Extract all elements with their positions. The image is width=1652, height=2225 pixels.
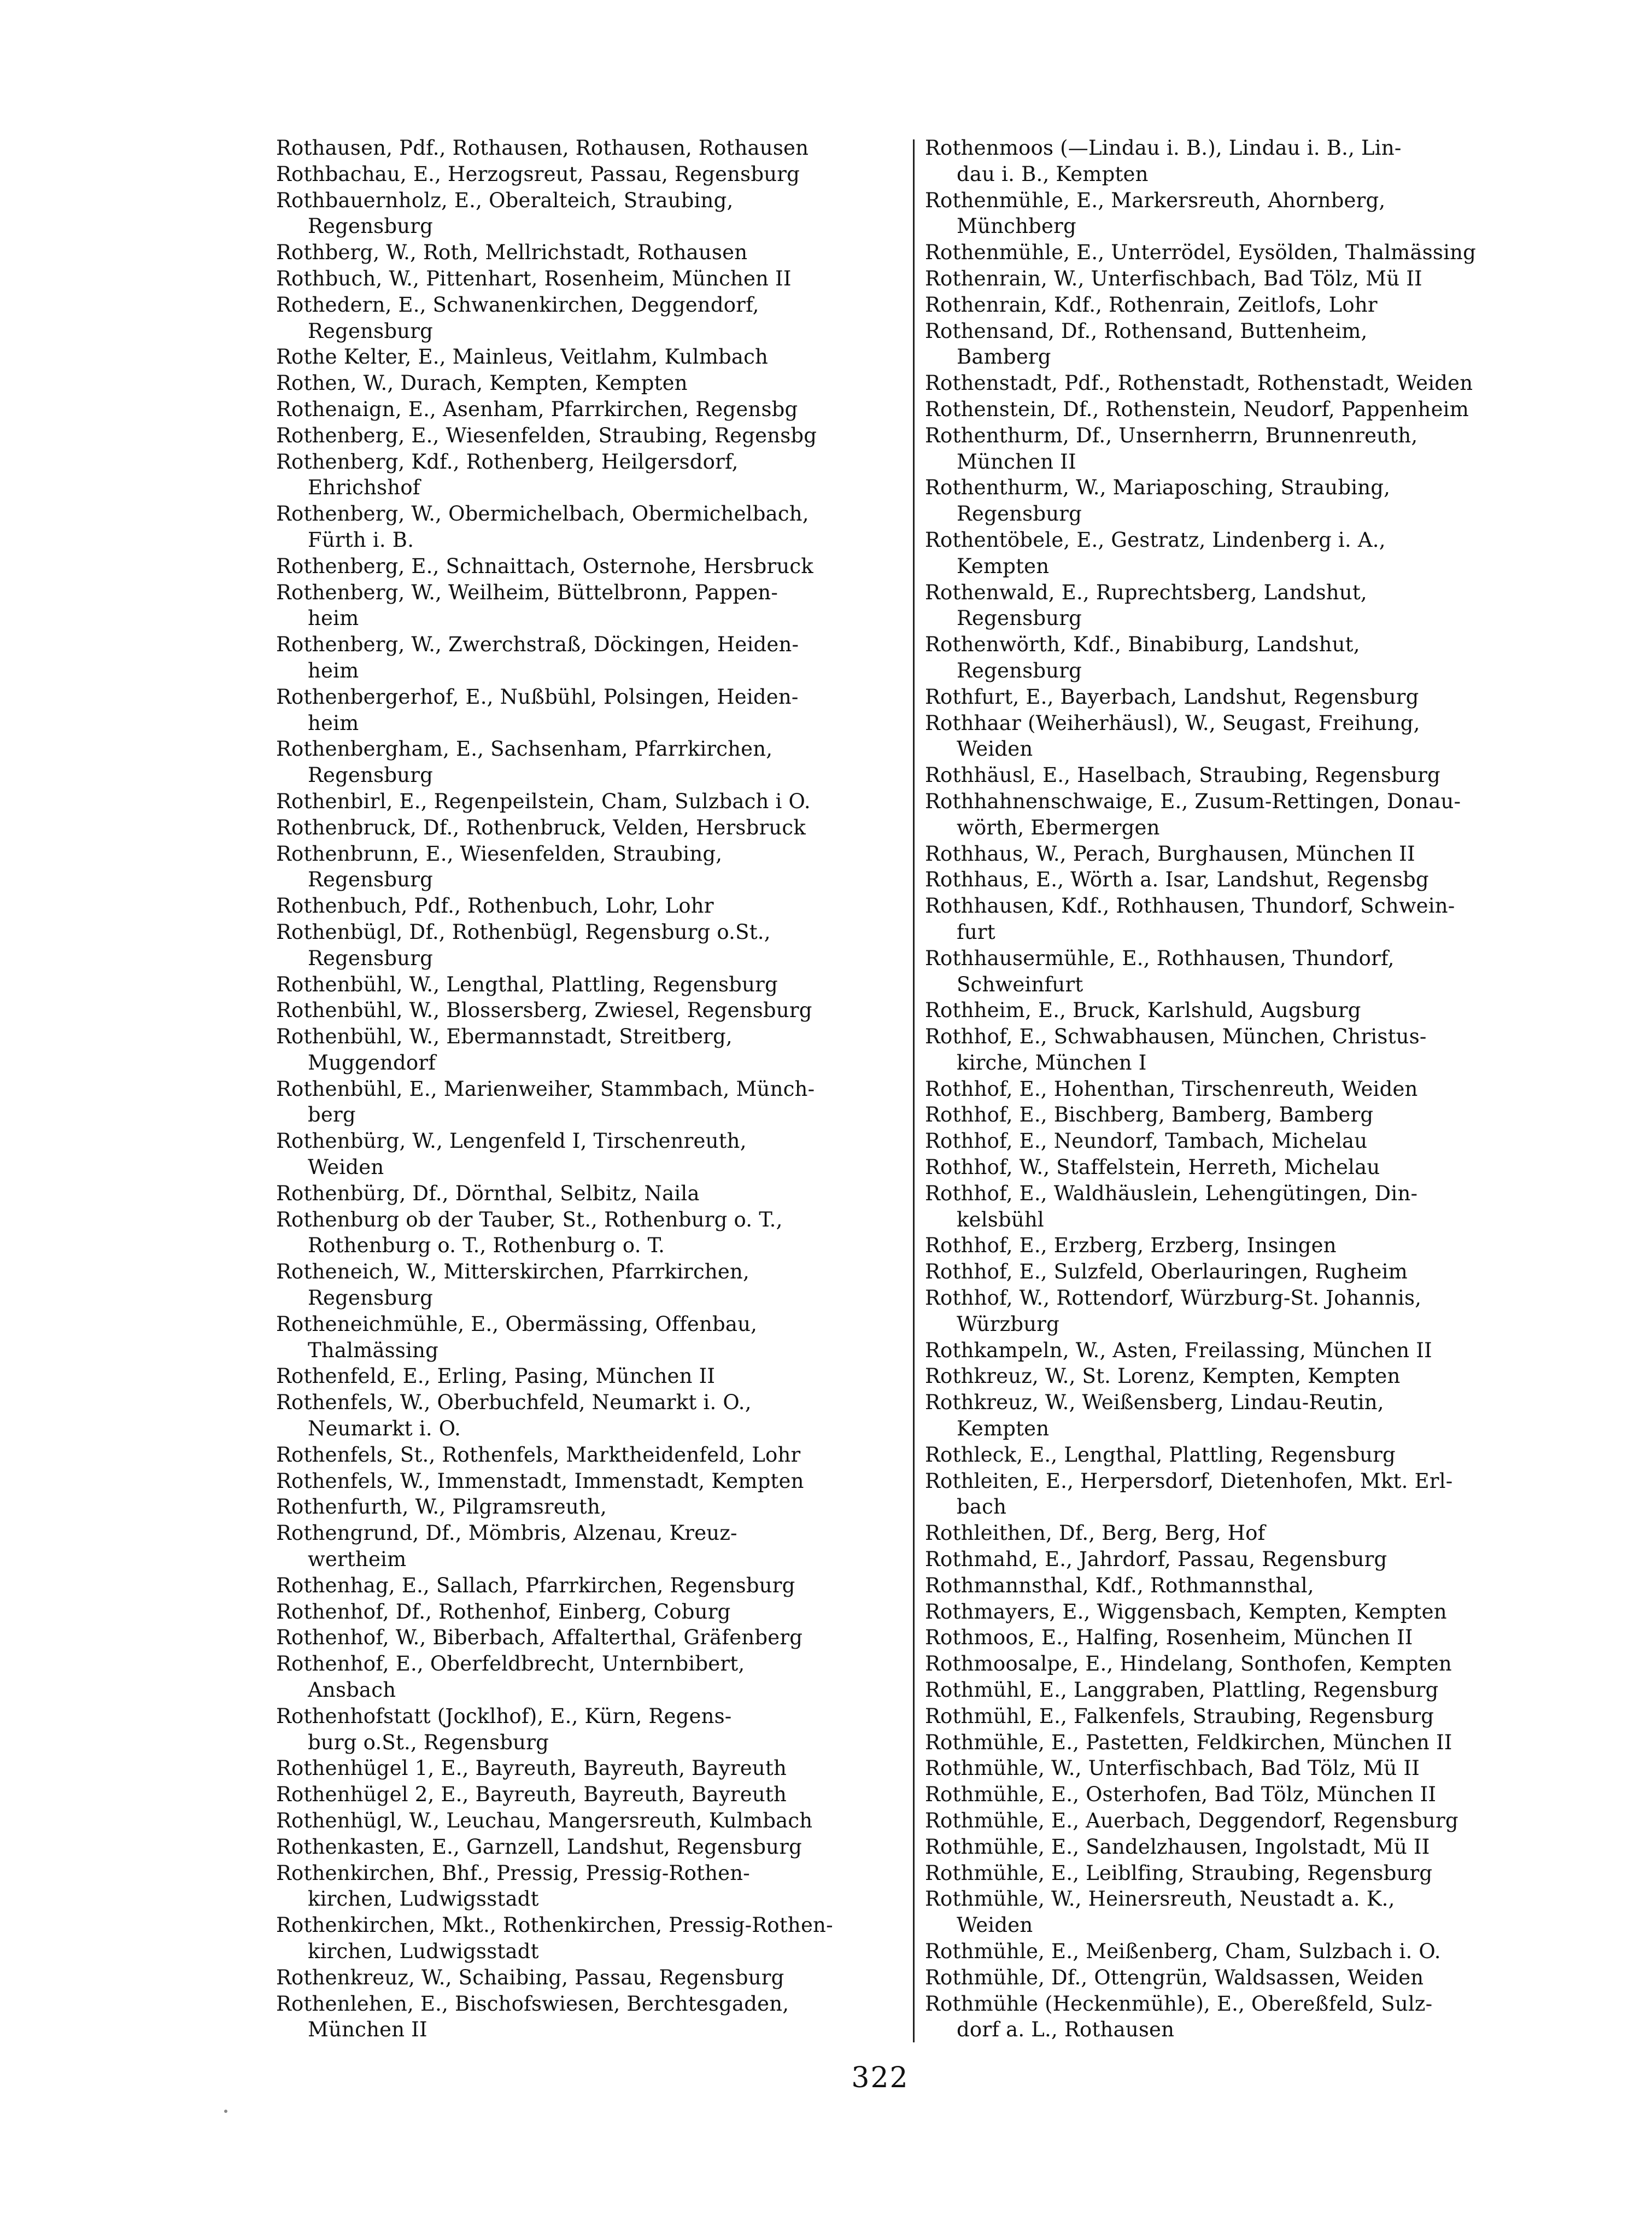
entry-line: Rothhof, W., Staffelstein, Herreth, Michelau — [925, 1155, 1380, 1179]
entry-line: Rothenmühle, E., Markersreuth, Ahornberg, — [925, 188, 1386, 212]
gazetteer-entry — [276, 501, 905, 553]
gazetteer-entry — [276, 1442, 905, 1468]
entry-line: Rothhof, E., Neundorf, Tambach, Michelau — [925, 1129, 1368, 1153]
entry-line: Rothfurt, E., Bayerbach, Landshut, Regensburg — [925, 685, 1419, 709]
gazetteer-entry — [276, 893, 905, 919]
entry-line: Rothenfeld, E., Erling, Pasing, München II — [276, 1364, 716, 1388]
entry-line: Rothenkirchen, Mkt., Rothenkirchen, Pressig-Rothen- — [276, 1913, 833, 1937]
entry-line: Rothenstadt, Pdf., Rothenstadt, Rothenstadt, Weiden — [925, 371, 1473, 395]
gazetteer-entry — [276, 1808, 905, 1834]
entry-line: Rothenbühl, W., Blossersberg, Zwiesel, Regensburg — [276, 998, 812, 1023]
entry-line: Rothmühle, W., Heinersreuth, Neustadt a. K., — [925, 1887, 1395, 1911]
entry-line: Rothenbruck, Df., Rothenbruck, Velden, Hersbruck — [276, 815, 806, 839]
gazetteer-entry — [925, 580, 1554, 632]
entry-line: Rothheim, E., Bruck, Karlshuld, Augsburg — [925, 998, 1361, 1023]
entry-line: Rothhäusl, E., Haselbach, Straubing, Regensburg — [925, 763, 1440, 787]
entry-line: Rothmühle, E., Meißenberg, Cham, Sulzbach i. O. — [925, 1939, 1441, 1963]
gazetteer-entry — [925, 1233, 1554, 1259]
gazetteer-entry — [925, 1755, 1554, 1782]
gazetteer-entry — [276, 1389, 905, 1442]
entry-line: Rothmühle, W., Unterfischbach, Bad Tölz, Mü II — [925, 1756, 1420, 1780]
entry-line: Rothenhofstatt (Jocklhof), E., Kürn, Regens- — [276, 1704, 732, 1728]
entry-line: Rothkreuz, W., Weißensberg, Lindau-Reutin, — [925, 1391, 1384, 1415]
entry-line: Rothenbühl, W., Lengthal, Plattling, Regensburg — [276, 972, 778, 996]
gazetteer-entry — [276, 1573, 905, 1599]
entry-line: Rothenberg, W., Obermichelbach, Obermichelbach, — [276, 502, 809, 526]
right-column — [925, 135, 1554, 2043]
entry-line: Rothe Kelter, E., Mainleus, Veitlahm, Kulmbach — [276, 345, 769, 369]
entry-line: Rothenhag, E., Sallach, Pfarrkirchen, Regensburg — [276, 1573, 795, 1597]
entry-continuation-line: München II — [308, 2018, 427, 2042]
gazetteer-entry — [925, 1128, 1554, 1154]
entry-line: Rotheneich, W., Mitterskirchen, Pfarrkirchen, — [276, 1260, 749, 1284]
entry-line: Rothenberg, E., Schnaittach, Osternohe, Hersbruck — [276, 554, 813, 578]
gazetteer-entry — [276, 684, 905, 737]
entry-line: Rothmühle, E., Pastetten, Feldkirchen, München II — [925, 1730, 1452, 1754]
gazetteer-entry — [276, 449, 905, 501]
entry-continuation-line: Regensburg — [308, 214, 433, 238]
entry-continuation-line: Neumarkt i. O. — [308, 1417, 461, 1441]
entry-continuation-line: Schweinfurt — [957, 972, 1083, 996]
gazetteer-entry — [276, 1703, 905, 1756]
gazetteer-entry — [925, 1363, 1554, 1389]
gazetteer-entry — [276, 1834, 905, 1860]
entry-line: Rothentöbele, E., Gestratz, Lindenberg i. A., — [925, 528, 1386, 552]
entry-line: Rothenlehen, E., Bischofswiesen, Berchtesgaden, — [276, 1992, 789, 2016]
entry-continuation-line: Regensburg — [957, 658, 1082, 682]
entry-line: Rothenhof, E., Oberfeldbrecht, Unternbibert, — [276, 1652, 745, 1676]
gazetteer-entry — [276, 266, 905, 292]
gazetteer-entry — [925, 292, 1554, 318]
gazetteer-entry — [925, 1599, 1554, 1625]
entry-line: Rothenberg, E., Wiesenfelden, Straubing, Regensbg — [276, 423, 817, 447]
gazetteer-entry — [276, 1782, 905, 1808]
gazetteer-entry — [925, 1338, 1554, 1364]
gazetteer-entry — [276, 1024, 905, 1076]
entry-line: Rothenhügl, W., Leuchau, Mangersreuth, Kulmbach — [276, 1809, 813, 1832]
entry-line: Rothenkreuz, W., Schaibing, Passau, Regensburg — [276, 1965, 784, 1989]
entry-line: Rothenaign, E., Asenham, Pfarrkirchen, Regensbg — [276, 397, 798, 421]
entry-continuation-line: bach — [957, 1495, 1007, 1519]
entry-line: Rothenhügel 2, E., Bayreuth, Bayreuth, Bayreuth — [276, 1783, 787, 1807]
gazetteer-entry — [276, 1207, 905, 1259]
gazetteer-entry — [925, 1468, 1554, 1521]
entry-line: Rothhausermühle, E., Rothhausen, Thundorf, — [925, 946, 1395, 970]
entry-line: Rothenfurth, W., Pilgramsreuth, — [276, 1495, 607, 1519]
gazetteer-entry — [276, 1520, 905, 1573]
gazetteer-entry — [925, 841, 1554, 867]
entry-continuation-line: Kempten — [957, 554, 1050, 578]
left-column — [276, 135, 905, 2043]
entry-line: Rothhaar (Weiherhäusl), W., Seugast, Freihung, — [925, 711, 1420, 735]
entry-line: Rothmühle, Df., Ottengrün, Waldsassen, Weiden — [925, 1965, 1424, 1989]
entry-continuation-line: dorf a. L., Rothausen — [957, 2018, 1175, 2042]
entry-line: Rothenfels, W., Oberbuchfeld, Neumarkt i. O., — [276, 1391, 752, 1415]
entry-line: Rothhaus, E., Wörth a. Isar, Landshut, Regensbg — [925, 868, 1429, 892]
entry-continuation-line: München II — [957, 449, 1076, 474]
gazetteer-entry — [925, 789, 1554, 841]
gazetteer-entry — [276, 580, 905, 632]
entry-continuation-line: kirchen, Ludwigsstadt — [308, 1939, 539, 1963]
gazetteer-entry — [276, 423, 905, 449]
gazetteer-entry — [276, 135, 905, 161]
gazetteer-entry — [925, 1285, 1554, 1338]
entry-continuation-line: berg — [308, 1103, 356, 1127]
entry-line: Rothenfels, St., Rothenfels, Marktheidenfeld, Lohr — [276, 1443, 801, 1467]
gazetteer-entry — [925, 1886, 1554, 1938]
gazetteer-entry — [925, 1520, 1554, 1546]
entry-line: Rothenmühle, E., Unterrödel, Eysölden, Thalmässing — [925, 241, 1477, 265]
entry-line: Rothmühle, E., Leiblfing, Straubing, Regensburg — [925, 1861, 1433, 1885]
entry-continuation-line: Regensburg — [308, 763, 433, 787]
gazetteer-entry — [276, 1468, 905, 1494]
gazetteer-entry — [925, 1651, 1554, 1677]
gazetteer-entry — [276, 1651, 905, 1703]
gazetteer-entry — [925, 1076, 1554, 1102]
gazetteer-entry — [925, 1573, 1554, 1599]
gazetteer-entry — [925, 710, 1554, 763]
entry-line: Rothbachau, E., Herzogsreut, Passau, Regensburg — [276, 162, 800, 186]
gazetteer-entry — [925, 1389, 1554, 1442]
entry-continuation-line: Fürth i. B. — [308, 528, 414, 552]
gazetteer-entry — [925, 1703, 1554, 1730]
entry-line: Rothhof, E., Waldhäuslein, Lehengütingen, Din- — [925, 1181, 1418, 1205]
gazetteer-entry — [925, 240, 1554, 266]
entry-line: Rothmühle, E., Osterhofen, Bad Tölz, München II — [925, 1783, 1437, 1807]
gazetteer-entry — [276, 972, 905, 998]
gazetteer-entry — [925, 1808, 1554, 1834]
entry-continuation-line: Ehrichshof — [308, 476, 420, 500]
entry-line: Rothmühl, E., Langgraben, Plattling, Regensburg — [925, 1678, 1439, 1702]
entry-line: Rothhof, E., Schwabhausen, München, Christus- — [925, 1025, 1427, 1049]
entry-line: Rothenberg, Kdf., Rothenberg, Heilgersdorf, — [276, 449, 739, 474]
gazetteer-entry — [276, 396, 905, 423]
entry-continuation-line: wörth, Ebermergen — [957, 815, 1160, 839]
entry-continuation-line: Weiden — [957, 1913, 1033, 1937]
entry-line: Rothenhof, W., Biberbach, Affalterthal, Gräfenberg — [276, 1626, 803, 1650]
gazetteer-entry — [925, 188, 1554, 240]
scan-speck — [224, 2110, 227, 2113]
gazetteer-entry — [276, 188, 905, 240]
gazetteer-entry — [276, 1912, 905, 1965]
gazetteer-entry — [925, 1024, 1554, 1076]
gazetteer-entry — [276, 736, 905, 789]
gazetteer-entry — [276, 919, 905, 972]
gazetteer-entry — [276, 1965, 905, 1991]
gazetteer-entry — [925, 1730, 1554, 1756]
gazetteer-entry — [925, 1834, 1554, 1860]
entry-line: Rothhof, E., Erzberg, Erzberg, Insingen — [925, 1234, 1337, 1258]
gazetteer-entry — [925, 396, 1554, 423]
gazetteer-entry — [925, 475, 1554, 527]
gazetteer-entry — [276, 240, 905, 266]
entry-continuation-line: Regensburg — [308, 1286, 433, 1310]
gazetteer-entry — [276, 1755, 905, 1782]
entry-continuation-line: Bamberg — [957, 345, 1051, 369]
entry-line: Rothhausen, Kdf., Rothhausen, Thundorf, Schwein- — [925, 894, 1455, 918]
gazetteer-entry — [276, 841, 905, 893]
entry-line: Rothbuch, W., Pittenhart, Rosenheim, München II — [276, 266, 792, 290]
gazetteer-entry — [925, 945, 1554, 998]
entry-continuation-line: heim — [308, 658, 359, 682]
gazetteer-entry — [276, 1311, 905, 1364]
entry-line: Rothenbirl, E., Regenpeilstein, Cham, Sulzbach i O. — [276, 789, 811, 813]
column-divider — [913, 139, 915, 2042]
entry-line: Rothenbergerhof, E., Nußbühl, Polsingen, Heiden- — [276, 685, 799, 709]
gazetteer-entry — [276, 632, 905, 684]
entry-line: Rothmühl, E., Falkenfels, Straubing, Regensburg — [925, 1704, 1434, 1728]
gazetteer-entry — [276, 553, 905, 580]
entry-line: Rothenbügl, Df., Rothenbügl, Regensburg o.St., — [276, 920, 771, 944]
entry-continuation-line: Regensburg — [957, 502, 1082, 526]
entry-line: Rothhof, E., Hohenthan, Tirschenreuth, Weiden — [925, 1077, 1418, 1101]
gazetteer-entry — [276, 815, 905, 841]
entry-continuation-line: kelsbühl — [957, 1207, 1044, 1231]
entry-continuation-line: Regensburg — [308, 946, 433, 970]
entry-continuation-line: Münchberg — [957, 214, 1076, 238]
entry-continuation-line: kirchen, Ludwigsstadt — [308, 1887, 539, 1911]
gazetteer-entry — [925, 423, 1554, 475]
gazetteer-entry — [276, 1128, 905, 1181]
entry-continuation-line: furt — [957, 920, 995, 944]
entry-line: Rothenthurm, W., Mariaposching, Straubing, — [925, 476, 1391, 500]
entry-line: Rothenmoos (—Lindau i. B.), Lindau i. B., Lin- — [925, 136, 1402, 160]
entry-continuation-line: Regensburg — [957, 606, 1082, 630]
entry-continuation-line: Regensburg — [308, 868, 433, 892]
entry-continuation-line: wertheim — [308, 1547, 407, 1572]
gazetteer-entry — [925, 527, 1554, 580]
gazetteer-entry — [276, 997, 905, 1024]
entry-line: Rothenberg, W., Zwerchstraß, Döckingen, Heiden- — [276, 633, 799, 657]
entry-line: Rothhof, E., Sulzfeld, Oberlauringen, Rugheim — [925, 1260, 1408, 1284]
entry-line: Rothenkirchen, Bhf., Pressig, Pressig-Rothen- — [276, 1861, 751, 1885]
entry-continuation-line: Thalmässing — [308, 1338, 439, 1362]
entry-line: Rothenburg ob der Tauber, St., Rothenburg o. T., — [276, 1207, 783, 1231]
entry-line: Rothensand, Df., Rothensand, Buttenheim, — [925, 319, 1368, 343]
entry-continuation-line: Rothenburg o. T., Rothenburg o. T. — [308, 1234, 665, 1258]
gazetteer-entry — [276, 370, 905, 396]
gazetteer-entry — [276, 1494, 905, 1520]
entry-line: Rothmahd, E., Jahrdorf, Passau, Regensburg — [925, 1547, 1387, 1572]
entry-line: Rothmühle, E., Sandelzhausen, Ingolstadt, Mü II — [925, 1835, 1430, 1859]
entry-continuation-line: Würzburg — [957, 1312, 1060, 1336]
entry-line: Rothmannsthal, Kdf., Rothmannsthal, — [925, 1573, 1314, 1597]
gazetteer-entry — [276, 789, 905, 815]
entry-line: Rothhahnenschwaige, E., Zusum-Rettingen, Donau- — [925, 789, 1461, 813]
entry-line: Rothmoosalpe, E., Hindelang, Sonthofen, Kempten — [925, 1652, 1452, 1676]
entry-continuation-line: burg o.St., Regensburg — [308, 1730, 549, 1754]
gazetteer-entry — [925, 1782, 1554, 1808]
gazetteer-entry — [925, 1860, 1554, 1887]
gazetteer-entry — [925, 1259, 1554, 1285]
entry-line: Rothenthurm, Df., Unsernherrn, Brunnenreuth, — [925, 423, 1418, 447]
entry-line: Rothenberg, W., Weilheim, Büttelbronn, Pappen- — [276, 580, 778, 604]
gazetteer-entry — [925, 1102, 1554, 1128]
entry-line: Rothausen, Pdf., Rothausen, Rothausen, Rothausen — [276, 136, 809, 160]
gazetteer-entry — [925, 1965, 1554, 1991]
gazetteer-entry — [925, 1442, 1554, 1468]
entry-line: Rothkampeln, W., Asten, Freilassing, München II — [925, 1338, 1432, 1362]
gazetteer-entry — [925, 893, 1554, 945]
entry-line: Rothenhügel 1, E., Bayreuth, Bayreuth, Bayreuth — [276, 1756, 787, 1780]
entry-line: Rothmühle, E., Auerbach, Deggendorf, Regensburg — [925, 1809, 1458, 1832]
gazetteer-entry — [925, 632, 1554, 684]
gazetteer-entry — [276, 1860, 905, 1913]
gazetteer-entry — [925, 266, 1554, 292]
entry-line: Rothberg, W., Roth, Mellrichstadt, Rothausen — [276, 241, 748, 265]
gazetteer-entry — [925, 997, 1554, 1024]
entry-line: Rothenwald, E., Ruprechtsberg, Landshut, — [925, 580, 1367, 604]
page-number: 322 — [851, 2062, 909, 2094]
gazetteer-entry — [925, 762, 1554, 789]
entry-line: Rothenfels, W., Immenstadt, Immenstadt, Kempten — [276, 1469, 804, 1493]
entry-continuation-line: Muggendorf — [308, 1050, 436, 1074]
gazetteer-entry — [925, 318, 1554, 371]
entry-line: Rothenbuch, Pdf., Rothenbuch, Lohr, Lohr — [276, 894, 714, 918]
entry-line: Rothmayers, E., Wiggensbach, Kempten, Kempten — [925, 1599, 1447, 1624]
entry-continuation-line: Ansbach — [308, 1678, 396, 1702]
gazetteer-entry — [925, 1181, 1554, 1233]
entry-line: Rothleithen, Df., Berg, Berg, Hof — [925, 1521, 1266, 1545]
entry-line: Rothmoos, E., Halfing, Rosenheim, München II — [925, 1626, 1413, 1650]
entry-continuation-line: heim — [308, 711, 359, 735]
gazetteer-entry — [276, 1625, 905, 1651]
gazetteer-entry — [925, 135, 1554, 188]
entry-line: Rothhof, E., Bischberg, Bamberg, Bamberg — [925, 1103, 1374, 1127]
entry-line: Rothedern, E., Schwanenkirchen, Deggendorf, — [276, 293, 759, 317]
gazetteer-entry — [925, 1154, 1554, 1181]
entry-line: Rothenbürg, Df., Dörnthal, Selbitz, Naila — [276, 1181, 700, 1205]
gazetteer-entry — [925, 1546, 1554, 1573]
entry-line: Rothkreuz, W., St. Lorenz, Kempten, Kempten — [925, 1364, 1401, 1388]
entry-continuation-line: Weiden — [308, 1155, 384, 1179]
gazetteer-entry — [276, 1076, 905, 1129]
entry-line: Rothenbürg, W., Lengenfeld I, Tirschenreuth, — [276, 1129, 747, 1153]
entry-line: Rothen, W., Durach, Kempten, Kempten — [276, 371, 688, 395]
entry-line: Rotheneichmühle, E., Obermässing, Offenbau, — [276, 1312, 758, 1336]
entry-line: Rothengrund, Df., Mömbris, Alzenau, Kreuz- — [276, 1521, 737, 1545]
entry-line: Rothenhof, Df., Rothenhof, Einberg, Coburg — [276, 1599, 731, 1624]
gazetteer-entry — [925, 684, 1554, 710]
gazetteer-entry — [925, 1625, 1554, 1651]
entry-line: Rothenkasten, E., Garnzell, Landshut, Regensburg — [276, 1835, 802, 1859]
entry-continuation-line: Weiden — [957, 737, 1033, 761]
entry-line: Rothhof, W., Rottendorf, Würzburg-St. Johannis, — [925, 1286, 1422, 1310]
gazetteer-entry — [925, 1991, 1554, 2043]
entry-line: Rothenbrunn, E., Wiesenfelden, Straubing, — [276, 842, 723, 866]
gazetteer-entry — [276, 1181, 905, 1207]
entry-line: Rothenbühl, E., Marienweiher, Stammbach, Münch- — [276, 1077, 815, 1101]
entry-line: Rothleiten, E., Herpersdorf, Dietenhofen, Mkt. Erl- — [925, 1469, 1453, 1493]
entry-line: Rothenbergham, E., Sachsenham, Pfarrkirchen, — [276, 737, 773, 761]
gazetteer-entry — [925, 1938, 1554, 1965]
entry-continuation-line: Regensburg — [308, 319, 433, 343]
entry-continuation-line: heim — [308, 606, 359, 630]
entry-line: Rothenstein, Df., Rothenstein, Neudorf, Pappenheim — [925, 397, 1469, 421]
entry-continuation-line: kirche, München I — [957, 1050, 1147, 1074]
entry-line: Rothhaus, W., Perach, Burghausen, München II — [925, 842, 1415, 866]
entry-line: Rothleck, E., Lengthal, Plattling, Regensburg — [925, 1443, 1396, 1467]
gazetteer-entry — [925, 867, 1554, 893]
gazetteer-entry — [276, 1599, 905, 1625]
entry-continuation-line: Kempten — [957, 1417, 1050, 1441]
entry-line: Rothenrain, Kdf., Rothenrain, Zeitlofs, Lohr — [925, 293, 1378, 317]
entry-line: Rothenrain, W., Unterfischbach, Bad Tölz, Mü II — [925, 266, 1422, 290]
gazetteer-entry — [276, 1991, 905, 2043]
gazetteer-entry — [925, 370, 1554, 396]
gazetteer-entry — [276, 1259, 905, 1311]
entry-line: Rothenwörth, Kdf., Binabiburg, Landshut, — [925, 633, 1360, 657]
gazetteer-entry — [925, 1677, 1554, 1703]
gazetteer-entry — [276, 292, 905, 344]
entry-continuation-line: dau i. B., Kempten — [957, 162, 1149, 186]
entry-line: Rothenbühl, W., Ebermannstadt, Streitberg, — [276, 1025, 733, 1049]
gazetteer-entry — [276, 1363, 905, 1389]
entry-line: Rothmühle (Heckenmühle), E., Obereßfeld, Sulz- — [925, 1992, 1433, 2016]
gazetteer-entry — [276, 344, 905, 370]
entry-line: Rothbauernholz, E., Oberalteich, Straubing, — [276, 188, 734, 212]
gazetteer-entry — [276, 161, 905, 188]
